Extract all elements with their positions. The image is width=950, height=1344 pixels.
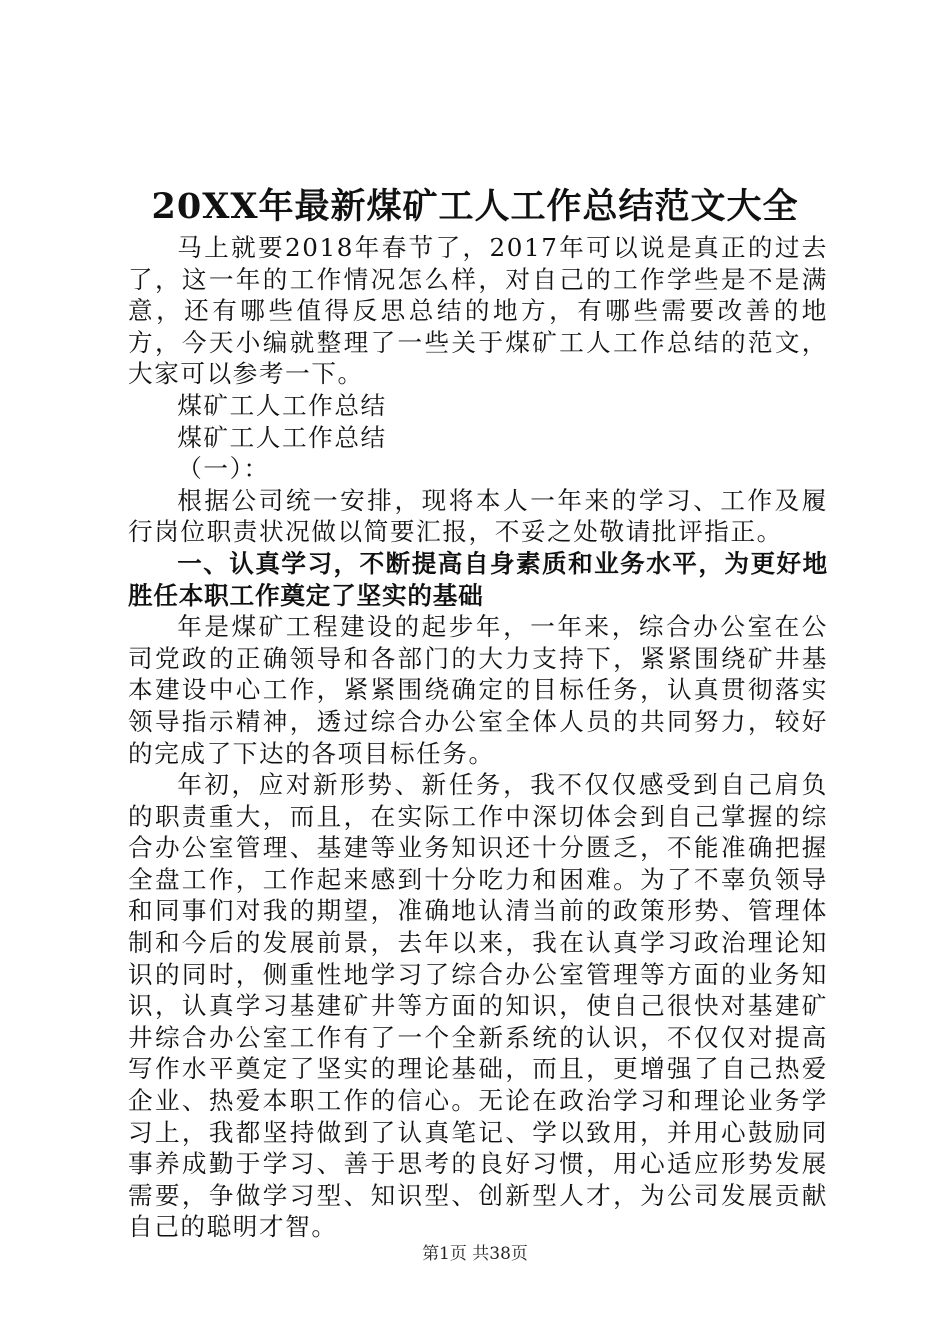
- section-label: 煤矿工人工作总结: [177, 390, 387, 420]
- body-paragraph: 根据公司统一安排，现将本人一年来的学习、工作及履行岗位职责状况做以简要汇报，不妥之处敬请批评指正。: [128, 485, 828, 547]
- intro-paragraph: 马上就要2018年春节了，2017年可以说是真正的过去了，这一年的工作情况怎么样，对自己的工作学些是不是满意，还有哪些值得反思总结的地方，有哪些需要改善的地方，今天小编就整理了一些关于煤矿工人工作总结的范文，大家可以参考一下。: [128, 233, 828, 389]
- section-heading: 一、认真学习，不断提高自身素质和业务水平，为更好地胜任本职工作奠定了坚实的基础: [128, 548, 828, 610]
- subsection-label: （一）：: [177, 454, 270, 484]
- page-footer: 第1页 共38页: [422, 1244, 528, 1264]
- body-paragraph: 年是煤矿工程建设的起步年，一年来，综合办公室在公司党政的正确领导和各部门的大力支持下，紧紧围绕矿井基本建设中心工作，紧紧围绕确定的目标任务，认真贯彻落实领导指示精神，透过综合办公室全体人员的共同努力，较好的完成了下达的各项目标任务。: [128, 612, 828, 768]
- section-label: 煤矿工人工作总结: [177, 422, 387, 452]
- document-body: [128, 232, 828, 1243]
- document-title: 20XX年最新煤矿工人工作总结范文大全: [151, 186, 799, 227]
- body-paragraph: 年初，应对新形势、新任务，我不仅仅感受到自己肩负的职责重大，而且，在实际工作中深切体会到自己掌握的综合办公室管理、基建等业务知识还十分匮乏，不能准确把握全盘工作，工作起来感到十分吃力和困难。为了不辜负领导和同事们对我的期望，准确地认清当前的政策形势、管理体制和今后的发展前景，去年以来，我在认真学习政治理论知识的同时，侧重性地学习了综合办公室管理等方面的业务知识，认真学习基建矿井等方面的知识，使自己很快对基建矿井综合办公室工作有了一个全新系统的认识，不仅仅对提高写作水平奠定了坚实的理论基础，而且，更增强了自己热爱企业、热爱本职工作的信心。无论在政治学习和理论业务学习上，我都坚持做到了认真笔记、学以致用，并用心鼓励同事养成勤于学习、善于思考的良好习惯，用心适应形势发展需要，争做学习型、知识型、创新型人才，为公司发展贡献自己的聪明才智。: [128, 770, 828, 1242]
